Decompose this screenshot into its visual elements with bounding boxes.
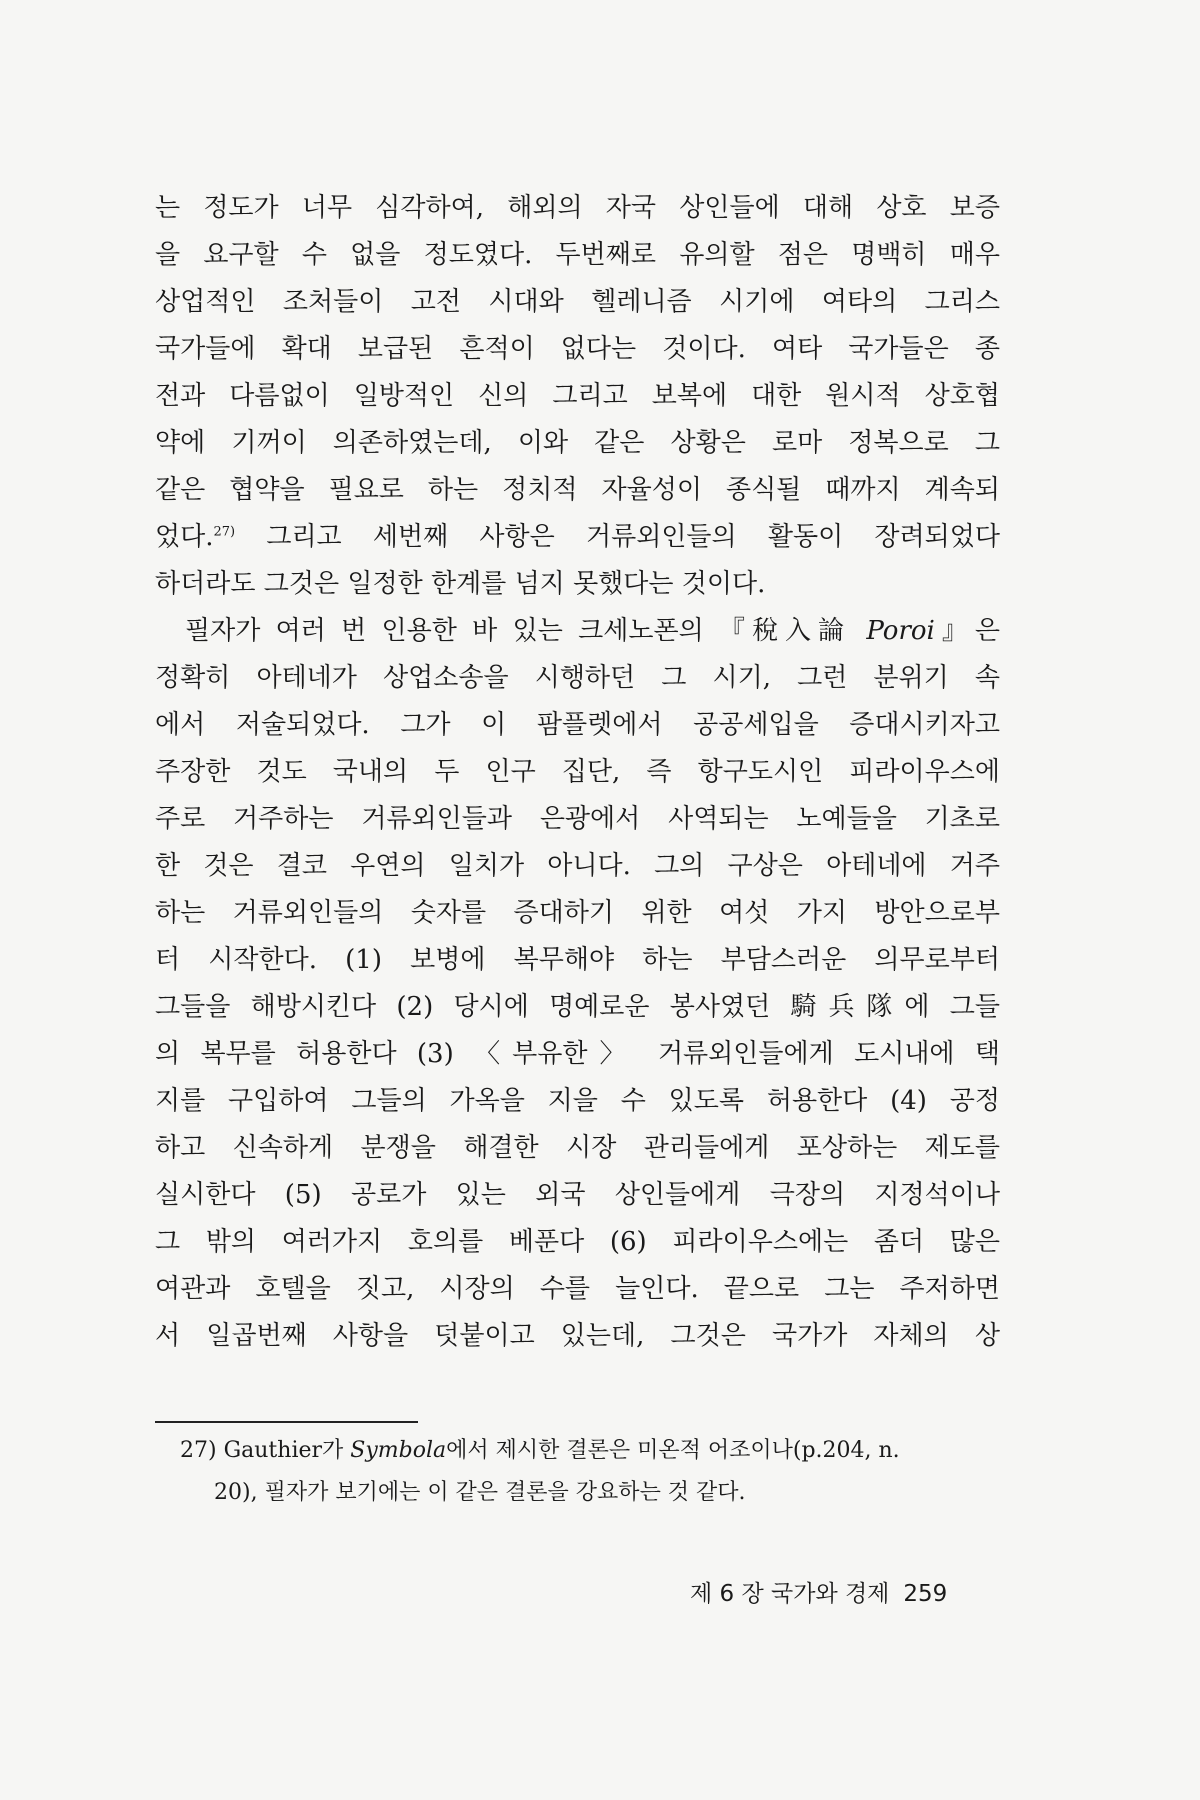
body-line: 에서 저술되었다. 그가 이 팜플렛에서 공공세입을 증대시키자고 (155, 710, 1000, 740)
body-text (155, 185, 1000, 1360)
page-number: 259 (903, 1581, 948, 1607)
body-line: 상업적인 조처들이 고전 시대와 헬레니즘 시기에 여타의 그리스 (155, 287, 1000, 317)
body-text-segment: 었다. (155, 522, 214, 552)
body-line: 하더라도 그것은 일정한 한계를 넘지 못했다는 것이다. (155, 569, 766, 599)
body-line: 서 일곱번째 사항을 덧붙이고 있는데, 그것은 국가가 자체의 상 (155, 1321, 1000, 1351)
body-line: 을 요구할 수 없을 정도였다. 두번째로 유의할 점은 명백히 매우 (155, 240, 1000, 270)
body-line: 전과 다름없이 일방적인 신의 그리고 보복에 대한 원시적 상호협 (155, 381, 1000, 411)
footnote-line: 20), 필자가 보기에는 이 같은 결론을 강요하는 것 같다. (214, 1480, 746, 1505)
body-line: 주장한 것도 국내의 두 인구 집단, 즉 항구도시인 피라이우스에 (155, 757, 1000, 787)
footnote-number: 27) (180, 1438, 217, 1463)
footnote-text-segment: Gauthier가 (216, 1438, 351, 1463)
footnote-italic-title: Symbola (350, 1438, 447, 1463)
page-footer (690, 1575, 1010, 1608)
body-line: 정확히 아테네가 상업소송을 시행하던 그 시기, 그런 분위기 속 (155, 663, 1000, 693)
body-line: 하는 거류외인들의 숫자를 증대하기 위한 여섯 가지 방안으로부 (155, 898, 1000, 928)
book-title-italic: Poroi (866, 616, 935, 646)
paragraph-first-line (155, 608, 1000, 655)
footnote-divider (155, 1421, 418, 1423)
body-line: 터 시작한다. (1) 보병에 복무해야 하는 부담스러운 의무로부터 (155, 945, 1000, 975)
body-text-segment: 그리고 세번째 사항은 거류외인들의 활동이 장려되었다 (235, 522, 1000, 552)
body-text-segment: 』은 (934, 616, 1000, 646)
footnote-reference[interactable]: 27) (213, 524, 236, 540)
footnote-text-segment: 에서 제시한 결론은 미온적 어조이나(p.204, n. (446, 1438, 900, 1463)
body-line: 국가들에 확대 보급된 흔적이 없다는 것이다. 여타 국가들은 종 (155, 334, 1000, 364)
body-line: 주로 거주하는 거류외인들과 은광에서 사역되는 노예들을 기초로 (155, 804, 1000, 834)
body-text-segment: 필자가 여러 번 인용한 바 있는 크세노폰의 『稅入論 (185, 616, 867, 646)
body-line-with-footnote-ref (155, 514, 1000, 561)
body-line: 의 복무를 허용한다 (3) 〈부유한〉 거류외인들에게 도시내에 택 (155, 1039, 1000, 1069)
running-footer-chapter: 제 6 장 국가와 경제 (690, 1581, 890, 1607)
body-line: 약에 기꺼이 의존하였는데, 이와 같은 상황은 로마 정복으로 그 (155, 428, 1000, 458)
body-line: 그 밖의 여러가지 호의를 베푼다 (6) 피라이우스에는 좀더 많은 (155, 1227, 1000, 1257)
body-line: 한 것은 결코 우연의 일치가 아니다. 그의 구상은 아테네에 거주 (155, 851, 1000, 881)
body-line: 같은 협약을 필요로 하는 정치적 자율성이 종식될 때까지 계속되 (155, 475, 1000, 505)
body-line: 실시한다 (5) 공로가 있는 외국 상인들에게 극장의 지정석이나 (155, 1180, 1000, 1210)
footnote (180, 1430, 1000, 1514)
body-line: 지를 구입하여 그들의 가옥을 지을 수 있도록 허용한다 (4) 공정 (155, 1086, 1000, 1116)
body-line: 그들을 해방시킨다 (2) 당시에 명예로운 봉사였던 騎兵隊에 그들 (155, 992, 1000, 1022)
body-line: 는 정도가 너무 심각하여, 해외의 자국 상인들에 대해 상호 보증 (155, 193, 1000, 223)
body-line: 하고 신속하게 분쟁을 해결한 시장 관리들에게 포상하는 제도를 (155, 1133, 1000, 1163)
body-line: 여관과 호텔을 짓고, 시장의 수를 늘인다. 끝으로 그는 주저하면 (155, 1274, 1000, 1304)
footnote-line (180, 1430, 1000, 1472)
